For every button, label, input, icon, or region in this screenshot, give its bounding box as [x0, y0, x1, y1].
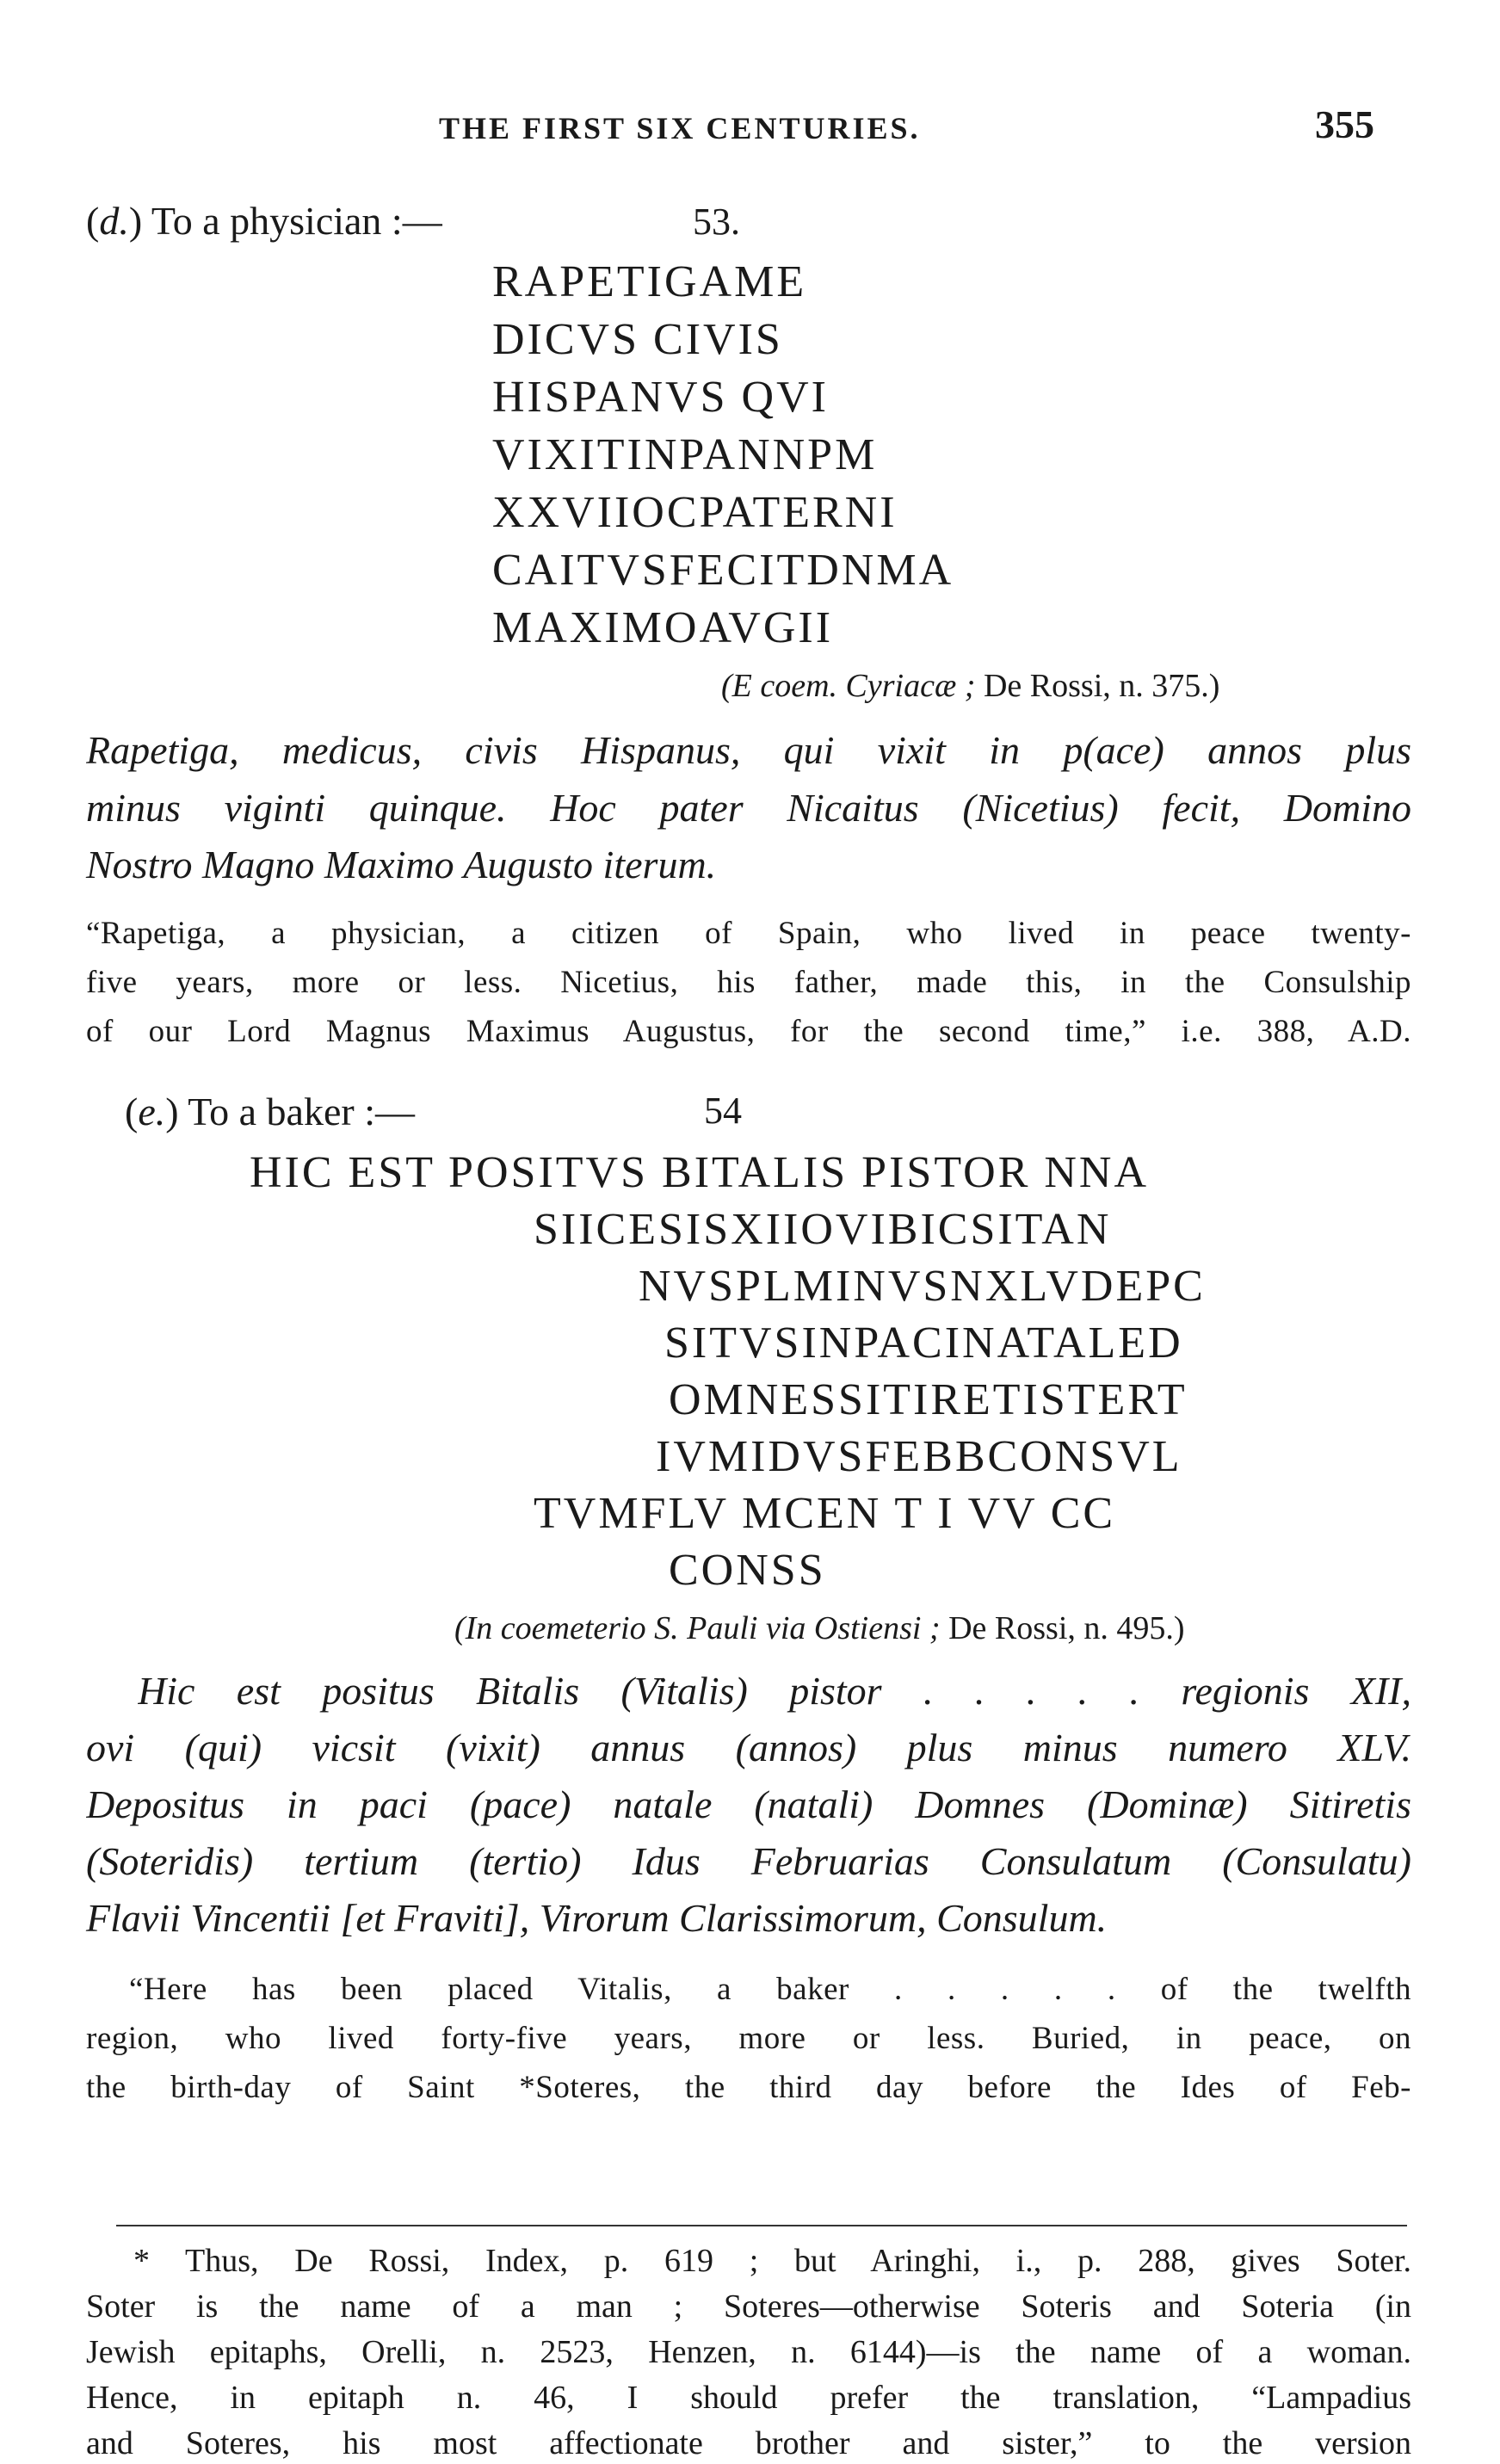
inscription-line: CONSS: [669, 1546, 826, 1595]
footnote-line: and Soteres, his most affectionate brother and sister,” to the version: [86, 2425, 1411, 2461]
inscription-line: CAITVSFECITDNMA: [492, 546, 954, 595]
latin-transcription-line: Depositus in paci (pace) natale (natali) Domnes (Dominæ) Sitiretis: [86, 1782, 1411, 1826]
citation-source: (In coemeterio S. Pauli via Ostiensi ;: [454, 1610, 941, 1646]
citation-reference: De Rossi, n. 495.): [948, 1610, 1185, 1646]
inscription-line: HISPANVS QVI: [492, 373, 829, 422]
section-e-label: To a baker :—: [188, 1090, 415, 1133]
english-translation-line: “Here has been placed Vitalis, a baker . . . . . of the twelfth: [129, 1972, 1411, 2007]
inscription-line: IVMIDVSFEBBCONSVL: [656, 1432, 1182, 1481]
section-d-letter: d.: [99, 199, 129, 243]
footnote-line: Hence, in epitaph n. 46, I should prefer the translation, “Lampadius: [86, 2380, 1411, 2416]
citation-source: (E coem. Cyriacæ ;: [721, 668, 976, 704]
inscription-line: RAPETIGAME: [492, 257, 807, 306]
epitaph-number-54: 54: [704, 1090, 742, 1132]
section-e-letter: e.: [138, 1090, 166, 1133]
latin-transcription-line: minus viginti quinque. Hoc pater Nicaitus (Nicetius) fecit, Domino: [86, 786, 1411, 830]
page-number: 355: [1315, 102, 1374, 146]
citation-54: [454, 1609, 1185, 1647]
citation-reference: De Rossi, n. 375.): [983, 668, 1220, 704]
epitaph-number-53: 53.: [693, 201, 740, 243]
english-translation-line: “Rapetiga, a physician, a citizen of Spain, who lived in peace twenty-: [86, 916, 1411, 951]
latin-transcription-line: Flavii Vincentii [et Fraviti], Virorum Clarissimorum, Consulum.: [86, 1896, 1108, 1940]
latin-transcription-line: Nostro Magno Maximo Augusto iterum.: [86, 843, 717, 886]
footnote-rule: [116, 2225, 1407, 2226]
running-title: THE FIRST SIX CENTURIES.: [439, 111, 921, 145]
inscription-line: DICVS CIVIS: [492, 315, 783, 364]
inscription-line: VIXITINPANNPM: [492, 430, 878, 479]
inscription-line: SITVSINPACINATALED: [664, 1318, 1183, 1368]
inscription-line: XXVIIOCPATERNI: [492, 488, 898, 537]
english-translation-line: the birth-day of Saint *Soteres, the third day before the Ides of Feb-: [86, 2070, 1411, 2105]
footnote-line: Soter is the name of a man ; Soteres—otherwise Soteris and Soteria (in: [86, 2288, 1411, 2325]
footnote-line: Jewish epitaphs, Orelli, n. 2523, Henzen, n. 6144)—is the name of a woman.: [86, 2334, 1411, 2370]
section-d-heading: (d.) To a physician :—: [86, 199, 442, 243]
inscription-line: MAXIMOAVGII: [492, 603, 834, 652]
latin-transcription-line: ovi (qui) vicsit (vixit) annus (annos) plus minus numero XLV.: [86, 1726, 1411, 1769]
latin-transcription-line: (Soteridis) tertium (tertio) Idus Februarias Consulatum (Consulatu): [86, 1839, 1411, 1883]
inscription-line: HIC EST POSITVS BITALIS PISTOR NNA: [250, 1148, 1150, 1197]
footnote-line: * Thus, De Rossi, Index, p. 619 ; but Aringhi, i., p. 288, gives Soter.: [133, 2243, 1411, 2279]
english-translation-line: region, who lived forty-five years, more or less. Buried, in peace, on: [86, 2021, 1411, 2056]
section-e-heading: (e.) To a baker :—: [125, 1090, 415, 1133]
inscription-line: TVMFLV MCEN T I VV CC: [534, 1489, 1116, 1538]
inscription-line: SIICESISXIIOVIBICSITAN: [534, 1205, 1112, 1254]
english-translation-line: of our Lord Magnus Maximus Augustus, for the second time,” i.e. 388, A.D.: [86, 1014, 1411, 1049]
inscription-line: NVSPLMINVSNXLVDEPC: [639, 1262, 1206, 1311]
citation-53: [721, 667, 1219, 705]
english-translation-line: five years, more or less. Nicetius, his father, made this, in the Consulship: [86, 965, 1411, 1000]
section-d-label: To a physician :—: [151, 199, 442, 243]
latin-transcription-line: Hic est positus Bitalis (Vitalis) pistor . . . . . regionis XII,: [138, 1669, 1411, 1713]
inscription-line: OMNESSITIRETISTERT: [669, 1375, 1188, 1424]
latin-transcription-line: Rapetiga, medicus, civis Hispanus, qui vixit in p(ace) annos plus: [86, 728, 1411, 772]
